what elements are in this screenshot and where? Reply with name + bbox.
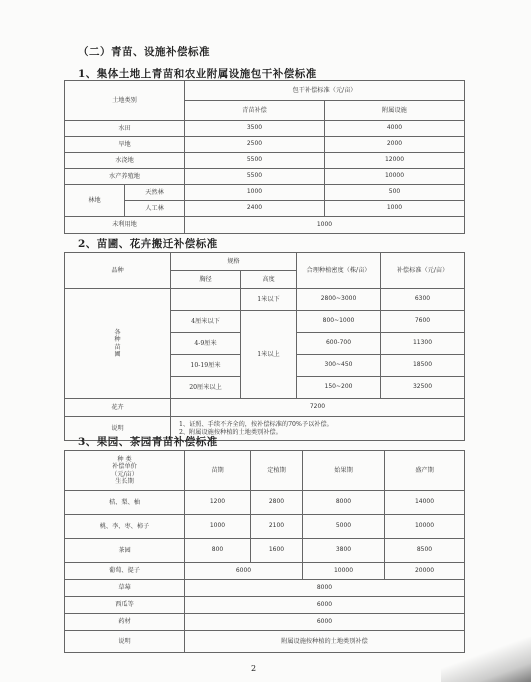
header-initial-fruit: 始果期: [303, 451, 385, 491]
row-label: 天然林: [125, 185, 185, 201]
row-label: 花卉: [65, 399, 171, 417]
cell-density: 600-700: [297, 333, 381, 355]
row-label: 西瓜等: [65, 597, 185, 614]
cell-standard: 18500: [381, 355, 465, 377]
header-land-type: 土地类别: [65, 81, 185, 121]
table-row: [65, 515, 465, 539]
cell-height-merged: 1米以上: [241, 311, 297, 399]
nursery-label-char: 各: [114, 329, 121, 337]
table-row: [65, 153, 465, 169]
header-height: 高度: [241, 271, 297, 289]
cell-value: 4000: [325, 121, 465, 137]
header-facility: 附属设施: [325, 101, 465, 121]
cell-diameter: 4-9厘米: [171, 333, 241, 355]
cell-value: 10000: [325, 169, 465, 185]
header-diameter: 胸径: [171, 271, 241, 289]
cell-density: 300~450: [297, 355, 381, 377]
table-row: [65, 169, 465, 185]
cell-value: 2000: [325, 137, 465, 153]
nursery-label-char: 种: [114, 336, 121, 344]
row-label: 水产养殖地: [65, 169, 185, 185]
table-row: [65, 185, 465, 201]
table-row: [65, 563, 465, 580]
table-nursery-compensation: [64, 252, 465, 441]
header-spec: 规格: [171, 253, 297, 271]
corner-line: （元/亩）: [111, 470, 138, 478]
cell-value: 1600: [251, 539, 303, 563]
corner-line: 补偿单价: [112, 463, 137, 471]
cell-value: 8000: [303, 491, 385, 515]
row-label: 水田: [65, 121, 185, 137]
cell-value: 12000: [325, 153, 465, 169]
row-label: 桃、李、枣、柿子: [65, 515, 185, 539]
header-density: 合理种植密度（株/亩）: [297, 253, 381, 289]
row-label: 葡萄、提子: [65, 563, 185, 580]
cell-value: 1000: [185, 185, 325, 201]
cell-value: 2100: [251, 515, 303, 539]
cell-value: 1000: [185, 217, 465, 234]
cell-value: 1200: [185, 491, 251, 515]
scan-smudge: [441, 637, 531, 682]
section2-title: 2、苗圃、花卉搬迁补偿标准: [78, 238, 218, 250]
notes-label: 说明: [65, 417, 171, 441]
cell-value: 6000: [185, 614, 465, 631]
header-seedling: 苗期: [185, 451, 251, 491]
header-compensation-group: 包干补偿标准（元/亩）: [185, 81, 465, 101]
cell-value: 附属设施按种植的土地类别补偿: [185, 631, 465, 653]
cell-density: 800~1000: [297, 311, 381, 333]
header-full-production: 盛产期: [385, 451, 465, 491]
table-land-compensation: [64, 80, 465, 234]
cell-value: 5500: [185, 169, 325, 185]
cell-value: 1000: [325, 201, 465, 217]
subsection-title: （二）青苗、设施补偿标准: [78, 46, 210, 58]
cell-value: 8000: [185, 580, 465, 597]
cell-standard: 32500: [381, 377, 465, 399]
cell-value: 2800: [251, 491, 303, 515]
page-number: 2: [251, 664, 257, 673]
header-corner: [65, 451, 185, 491]
cell-value: 2500: [185, 137, 325, 153]
cell-value: 20000: [385, 563, 465, 580]
row-label: 茶园: [65, 539, 185, 563]
cell-diameter: 10-19厘米: [171, 355, 241, 377]
table-orchard-compensation: [64, 450, 465, 653]
cell-value: 3500: [185, 121, 325, 137]
row-label: 人工林: [125, 201, 185, 217]
notes-line: 1、证照、手续不齐全的，按补偿标准的70%予以补偿。: [179, 421, 333, 429]
cell-diameter: 4厘米以下: [171, 311, 241, 333]
cell-value: 2400: [185, 201, 325, 217]
cell-value: 500: [325, 185, 465, 201]
cell-value: 5000: [303, 515, 385, 539]
header-standard: 补偿标准（元/亩）: [381, 253, 465, 289]
cell-density: 2800~3000: [297, 289, 381, 311]
forest-label: 林地: [65, 185, 125, 217]
table-row: [65, 289, 465, 311]
row-label: 旱地: [65, 137, 185, 153]
section3-title: 3、果园、茶园青苗补偿标准: [78, 436, 218, 448]
row-label: 草莓: [65, 580, 185, 597]
cell-value: 6000: [185, 563, 303, 580]
nursery-label: [65, 289, 171, 399]
row-label: 桔、梨、柚: [65, 491, 185, 515]
corner-line: 种 类: [117, 456, 132, 464]
row-label: 未利用地: [65, 217, 185, 234]
cell-value: 7200: [171, 399, 465, 417]
table-row: [65, 539, 465, 563]
nursery-label-char: 苗: [114, 343, 121, 351]
cell-value: 10000: [385, 515, 465, 539]
cell-value: 800: [185, 539, 251, 563]
table-row: [65, 631, 465, 653]
cell-value: 3800: [303, 539, 385, 563]
cell-diameter: 20厘米以上: [171, 377, 241, 399]
table-row: [65, 580, 465, 597]
cell-value: 14000: [385, 491, 465, 515]
cell-value: 10000: [303, 563, 385, 580]
table-row: [65, 201, 465, 217]
table-row: [65, 399, 465, 417]
cell-diameter: [171, 289, 241, 311]
cell-density: 150~200: [297, 377, 381, 399]
row-label: 水浇地: [65, 153, 185, 169]
row-label: 药材: [65, 614, 185, 631]
table-row: [65, 491, 465, 515]
table-row: [65, 217, 465, 234]
header-variety: 品种: [65, 253, 171, 289]
cell-standard: 11300: [381, 333, 465, 355]
cell-height: 1米以下: [241, 289, 297, 311]
row-label: 说明: [65, 631, 185, 653]
cell-value: 8500: [385, 539, 465, 563]
header-crop: 青苗补偿: [185, 101, 325, 121]
table-row: [65, 137, 465, 153]
table-row: [65, 614, 465, 631]
corner-line: 生长期: [115, 477, 134, 485]
cell-standard: 7600: [381, 311, 465, 333]
table-row: [65, 597, 465, 614]
cell-standard: 6300: [381, 289, 465, 311]
header-planting: 定植期: [251, 451, 303, 491]
cell-value: 5500: [185, 153, 325, 169]
cell-value: 1000: [185, 515, 251, 539]
section1-title: 1、集体土地上青苗和农业附属设施包干补偿标准: [78, 68, 317, 80]
nursery-label-char: 圃: [114, 350, 121, 358]
notes-line: 2、附属设施按种植的土地类别补偿。: [179, 428, 282, 436]
cell-value: 6000: [185, 597, 465, 614]
table-row: [65, 121, 465, 137]
